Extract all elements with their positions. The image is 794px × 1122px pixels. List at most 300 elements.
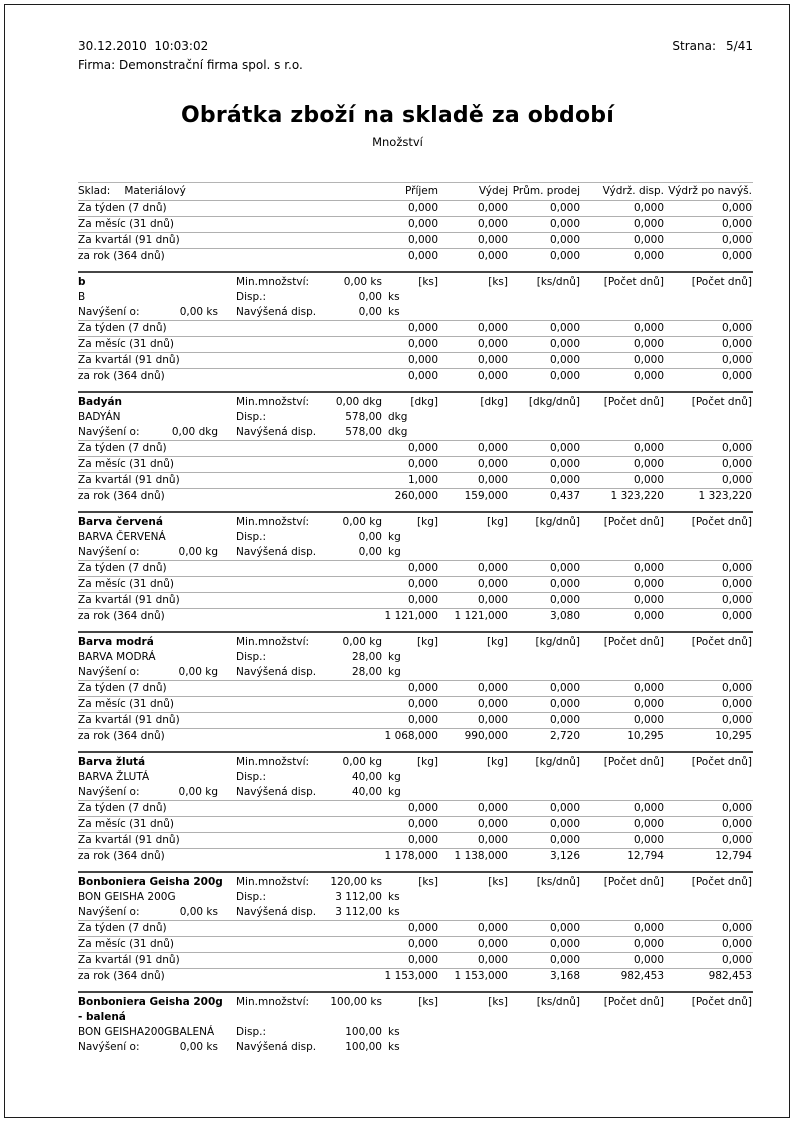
cell-prum-prodej: 0,437 — [549, 490, 580, 502]
product-header-row-1 — [78, 755, 753, 770]
table-row — [78, 832, 753, 848]
cell-vydrz-disp: 0,000 — [633, 682, 664, 694]
table-row — [78, 248, 753, 264]
product-code: BON GEISHA 200G — [78, 891, 176, 903]
row-period-label: Za měsíc (31 dnů) — [78, 938, 175, 950]
cell-vydej: 0,000 — [477, 698, 508, 710]
table-row — [78, 608, 753, 624]
cell-vydrz-po-navys: 0,000 — [721, 698, 752, 710]
row-period-label: za rok (364 dnů) — [78, 610, 165, 622]
navyseni-cell — [78, 1040, 236, 1055]
product-code: B — [78, 291, 86, 303]
report-content — [5, 5, 789, 1055]
row-period-label: Za měsíc (31 dnů) — [78, 218, 175, 230]
row-period-label: za rok (364 dnů) — [78, 490, 165, 502]
navysena-disp-value: 578,00 — [345, 426, 382, 438]
disp-label: Disp.: — [236, 891, 267, 903]
navysena-disp-label: Navýšená disp. — [236, 546, 317, 558]
row-period-label: Za kvartál (91 dnů) — [78, 474, 180, 486]
cell-prijem: 1 121,000 — [384, 610, 438, 622]
cell-vydrz-po-navys: 0,000 — [721, 610, 752, 622]
warehouse-name: Materiálový — [124, 185, 186, 197]
cell-vydrz-disp: 0,000 — [633, 594, 664, 606]
min-qty-value: 0,00 dkg — [335, 396, 382, 408]
unit-header-prijem: [ks] — [418, 876, 438, 888]
min-qty-label: Min.množství: — [236, 876, 310, 888]
unit-header-vydej: [ks] — [488, 996, 508, 1008]
unit-header-vydej: [kg] — [487, 516, 508, 528]
product-header-row-2 — [78, 410, 753, 425]
product-header-row-3 — [78, 665, 753, 680]
unit-header-vydrz-po-navys: [Počet dnů] — [691, 516, 752, 528]
table-row — [78, 336, 753, 352]
disp-value: 3 112,00 — [335, 891, 382, 903]
disp-value: 40,00 — [351, 771, 382, 783]
product-header-row-2 — [78, 770, 753, 785]
cell-prijem: 0,000 — [407, 322, 438, 334]
table-row — [78, 936, 753, 952]
cell-prijem: 0,000 — [407, 442, 438, 454]
unit-header-vydrz-po-navys: [Počet dnů] — [691, 396, 752, 408]
row-period-label: Za kvartál (91 dnů) — [78, 714, 180, 726]
cell-vydrz-po-navys: 0,000 — [721, 818, 752, 830]
product-header-row-2 — [78, 890, 753, 905]
row-period-label: Za týden (7 dnů) — [78, 442, 167, 454]
table-row — [78, 368, 753, 384]
unit-header-prum-prodej: [kg/dnů] — [535, 756, 580, 768]
product-header-row-1 — [78, 275, 753, 290]
cell-vydrz-disp: 0,000 — [633, 322, 664, 334]
table-row — [78, 592, 753, 608]
cell-vydrz-po-navys: 1 323,220 — [698, 490, 752, 502]
unit-header-vydej: [kg] — [487, 756, 508, 768]
unit-header-vydej: [kg] — [487, 636, 508, 648]
table-row — [78, 968, 753, 984]
cell-prum-prodej: 0,000 — [549, 562, 580, 574]
product-header-row-3 — [78, 1040, 753, 1055]
navyseni-cell — [78, 545, 236, 560]
report-page — [4, 4, 790, 1118]
unit-header-vydrz-po-navys: [Počet dnů] — [691, 276, 752, 288]
navysena-disp-label: Navýšená disp. — [236, 306, 317, 318]
product-header-row-2 — [78, 1025, 753, 1040]
cell-vydrz-disp: 0,000 — [633, 474, 664, 486]
cell-vydrz-po-navys: 0,000 — [721, 714, 752, 726]
cell-prum-prodej: 0,000 — [549, 922, 580, 934]
cell-prum-prodej: 0,000 — [549, 954, 580, 966]
cell-vydrz-disp: 0,000 — [633, 234, 664, 246]
report-meta — [78, 37, 753, 75]
cell-prum-prodej: 3,080 — [549, 610, 580, 622]
disp-label: Disp.: — [236, 651, 267, 663]
cell-vydej: 990,000 — [464, 730, 508, 742]
table-header-row — [78, 183, 753, 200]
unit-header-vydej: [ks] — [488, 876, 508, 888]
cell-vydrz-disp: 982,453 — [620, 970, 664, 982]
unit-header-vydrz-disp: [Počet dnů] — [603, 996, 664, 1008]
cell-vydrz-disp: 0,000 — [633, 714, 664, 726]
row-period-label: Za měsíc (31 dnů) — [78, 698, 175, 710]
table-row — [78, 712, 753, 728]
cell-prum-prodej: 0,000 — [549, 834, 580, 846]
cell-prijem: 0,000 — [407, 250, 438, 262]
navyseni-label: Navýšení o: — [78, 906, 140, 918]
cell-prijem: 0,000 — [407, 834, 438, 846]
row-period-label: za rok (364 dnů) — [78, 370, 165, 382]
product-rows — [78, 440, 753, 504]
cell-prijem: 0,000 — [407, 954, 438, 966]
navyseni-value: 0,00 ks — [179, 906, 218, 918]
unit-header-vydrz-disp: [Počet dnů] — [603, 396, 664, 408]
product-name: b — [78, 276, 86, 288]
row-period-label: za rok (364 dnů) — [78, 970, 165, 982]
navysena-disp-unit: dkg — [388, 426, 408, 438]
cell-vydrz-po-navys: 0,000 — [721, 354, 752, 366]
cell-vydrz-disp: 0,000 — [633, 818, 664, 830]
table-row — [78, 920, 753, 936]
cell-prijem: 0,000 — [407, 922, 438, 934]
cell-prum-prodej: 0,000 — [549, 338, 580, 350]
cell-prijem: 0,000 — [407, 338, 438, 350]
cell-prum-prodej: 0,000 — [549, 218, 580, 230]
row-period-label: Za týden (7 dnů) — [78, 202, 167, 214]
row-period-label: Za týden (7 dnů) — [78, 922, 167, 934]
cell-vydrz-po-navys: 0,000 — [721, 938, 752, 950]
disp-unit: ks — [388, 1026, 400, 1038]
unit-header-vydrz-disp: [Počet dnů] — [603, 516, 664, 528]
navyseni-cell — [78, 425, 236, 440]
disp-label: Disp.: — [236, 291, 267, 303]
product-block — [78, 391, 753, 504]
cell-prijem: 0,000 — [407, 370, 438, 382]
navyseni-value: 0,00 kg — [178, 786, 218, 798]
disp-unit: kg — [388, 531, 401, 543]
product-header-row-2 — [78, 290, 753, 305]
product-block — [78, 751, 753, 864]
min-qty-label: Min.množství: — [236, 996, 310, 1008]
cell-vydej: 1 153,000 — [454, 970, 508, 982]
cell-vydrz-po-navys: 0,000 — [721, 458, 752, 470]
unit-header-prijem: [kg] — [417, 516, 438, 528]
cell-vydej: 0,000 — [477, 354, 508, 366]
cell-vydrz-po-navys: 0,000 — [721, 474, 752, 486]
report-meta-left — [78, 37, 303, 75]
table-row — [78, 232, 753, 248]
disp-value: 100,00 — [345, 1026, 382, 1038]
product-rows — [78, 560, 753, 624]
min-qty-label: Min.množství: — [236, 276, 310, 288]
cell-vydej: 0,000 — [477, 202, 508, 214]
cell-vydrz-po-navys: 12,794 — [715, 850, 752, 862]
product-rows — [78, 920, 753, 984]
navyseni-label: Navýšení o: — [78, 666, 140, 678]
cell-vydej: 0,000 — [477, 562, 508, 574]
cell-prum-prodej: 0,000 — [549, 250, 580, 262]
cell-vydrz-disp: 0,000 — [633, 610, 664, 622]
cell-prum-prodej: 0,000 — [549, 802, 580, 814]
cell-prijem: 0,000 — [407, 354, 438, 366]
product-header-row-3 — [78, 905, 753, 920]
cell-vydrz-disp: 0,000 — [633, 562, 664, 574]
product-code: BADYÁN — [78, 411, 121, 423]
cell-prijem: 0,000 — [407, 682, 438, 694]
cell-prum-prodej: 0,000 — [549, 234, 580, 246]
product-rows — [78, 800, 753, 864]
product-block — [78, 991, 753, 1055]
cell-prum-prodej: 0,000 — [549, 594, 580, 606]
cell-vydej: 0,000 — [477, 938, 508, 950]
cell-vydrz-po-navys: 0,000 — [721, 218, 752, 230]
navysena-disp-unit: ks — [388, 306, 400, 318]
table-row — [78, 816, 753, 832]
navysena-disp-unit: kg — [388, 666, 401, 678]
navysena-disp-value: 0,00 — [358, 546, 382, 558]
cell-vydej: 0,000 — [477, 922, 508, 934]
cell-vydej: 0,000 — [477, 578, 508, 590]
cell-vydrz-disp: 0,000 — [633, 370, 664, 382]
product-header-row-1 — [78, 515, 753, 530]
cell-prijem: 0,000 — [407, 802, 438, 814]
row-period-label: Za týden (7 dnů) — [78, 802, 167, 814]
cell-prum-prodej: 0,000 — [549, 474, 580, 486]
table-row — [78, 576, 753, 592]
product-name: Barva modrá — [78, 636, 154, 648]
cell-prijem: 0,000 — [407, 234, 438, 246]
cell-prum-prodej: 0,000 — [549, 714, 580, 726]
product-name: Bonboniera Geisha 200g - balená — [78, 996, 223, 1023]
cell-prum-prodej: 0,000 — [549, 354, 580, 366]
product-block — [78, 271, 753, 384]
unit-header-prijem: [ks] — [418, 996, 438, 1008]
row-period-label: za rok (364 dnů) — [78, 250, 165, 262]
cell-vydrz-disp: 0,000 — [633, 698, 664, 710]
navyseni-cell — [78, 905, 236, 920]
column-header-vydrz-disp: Výdrž. disp. — [602, 185, 664, 197]
unit-header-prijem: [kg] — [417, 636, 438, 648]
cell-vydej: 0,000 — [477, 714, 508, 726]
navyseni-value: 0,00 ks — [179, 1041, 218, 1053]
unit-header-prijem: [kg] — [417, 756, 438, 768]
unit-header-vydrz-po-navys: [Počet dnů] — [691, 876, 752, 888]
cell-vydej: 0,000 — [477, 218, 508, 230]
cell-vydrz-po-navys: 0,000 — [721, 578, 752, 590]
row-period-label: Za měsíc (31 dnů) — [78, 818, 175, 830]
cell-prum-prodej: 0,000 — [549, 818, 580, 830]
cell-prijem: 1 178,000 — [384, 850, 438, 862]
unit-header-prijem: [dkg] — [410, 396, 438, 408]
row-period-label: Za týden (7 dnů) — [78, 682, 167, 694]
unit-header-prijem: [ks] — [418, 276, 438, 288]
min-qty-value: 0,00 kg — [342, 756, 382, 768]
table-row — [78, 728, 753, 744]
cell-prijem: 0,000 — [407, 562, 438, 574]
product-code: BARVA MODRÁ — [78, 651, 156, 663]
min-qty-label: Min.množství: — [236, 756, 310, 768]
min-qty-label: Min.množství: — [236, 396, 310, 408]
page-number — [672, 37, 753, 56]
product-name: Barva žlutá — [78, 756, 146, 768]
cell-prijem: 0,000 — [407, 458, 438, 470]
cell-prijem: 0,000 — [407, 818, 438, 830]
cell-vydej: 0,000 — [477, 474, 508, 486]
page-number-label: Strana: — [672, 39, 717, 53]
min-qty-value: 100,00 ks — [330, 996, 382, 1008]
disp-label: Disp.: — [236, 411, 267, 423]
cell-vydrz-po-navys: 10,295 — [715, 730, 752, 742]
navysena-disp-value: 100,00 — [345, 1041, 382, 1053]
unit-header-prum-prodej: [dkg/dnů] — [528, 396, 580, 408]
table-row — [78, 200, 753, 216]
cell-prum-prodej: 0,000 — [549, 578, 580, 590]
product-code: BARVA ČERVENÁ — [78, 531, 166, 543]
min-qty-label: Min.množství: — [236, 516, 310, 528]
cell-vydrz-disp: 0,000 — [633, 458, 664, 470]
product-block — [78, 511, 753, 624]
cell-prijem: 0,000 — [407, 218, 438, 230]
report-title: Obrátka zboží na skladě za období — [180, 103, 614, 128]
table-row — [78, 696, 753, 712]
unit-header-vydrz-disp: [Počet dnů] — [603, 636, 664, 648]
disp-label: Disp.: — [236, 531, 267, 543]
cell-vydej: 1 121,000 — [454, 610, 508, 622]
cell-vydrz-disp: 0,000 — [633, 250, 664, 262]
cell-prijem: 1 153,000 — [384, 970, 438, 982]
warehouse-summary-table — [78, 182, 753, 264]
cell-prum-prodej: 3,168 — [549, 970, 580, 982]
cell-vydrz-po-navys: 0,000 — [721, 562, 752, 574]
table-row — [78, 488, 753, 504]
unit-header-prum-prodej: [kg/dnů] — [535, 636, 580, 648]
table-row — [78, 352, 753, 368]
cell-prum-prodej: 0,000 — [549, 370, 580, 382]
navyseni-label: Navýšení o: — [78, 306, 140, 318]
navysena-disp-value: 28,00 — [351, 666, 382, 678]
table-row — [78, 848, 753, 864]
cell-vydej: 0,000 — [477, 338, 508, 350]
cell-vydrz-disp: 0,000 — [633, 954, 664, 966]
product-header-row-3 — [78, 305, 753, 320]
cell-vydrz-po-navys: 0,000 — [721, 442, 752, 454]
unit-header-prum-prodej: [ks/dnů] — [536, 876, 580, 888]
cell-vydej: 0,000 — [477, 594, 508, 606]
row-period-label: Za týden (7 dnů) — [78, 322, 167, 334]
product-code: BARVA ŽLUTÁ — [78, 771, 150, 783]
cell-vydrz-po-navys: 0,000 — [721, 834, 752, 846]
navyseni-value: 0,00 dkg — [171, 426, 218, 438]
row-period-label: Za měsíc (31 dnů) — [78, 338, 175, 350]
cell-prijem: 0,000 — [407, 578, 438, 590]
navyseni-label: Navýšení o: — [78, 786, 140, 798]
row-period-label: Za kvartál (91 dnů) — [78, 834, 180, 846]
product-code: BON GEISHA200GBALENÁ — [78, 1026, 215, 1038]
cell-prijem: 0,000 — [407, 714, 438, 726]
unit-header-vydrz-po-navys: [Počet dnů] — [691, 756, 752, 768]
navyseni-value: 0,00 kg — [178, 546, 218, 558]
table-row — [78, 440, 753, 456]
cell-vydrz-po-navys: 982,453 — [708, 970, 752, 982]
product-header-row-2 — [78, 650, 753, 665]
product-name: Barva červená — [78, 516, 163, 528]
disp-value: 0,00 — [358, 291, 382, 303]
cell-vydej: 0,000 — [477, 834, 508, 846]
navysena-disp-unit: kg — [388, 786, 401, 798]
navyseni-value: 0,00 ks — [179, 306, 218, 318]
cell-prum-prodej: 0,000 — [549, 698, 580, 710]
cell-vydrz-disp: 0,000 — [633, 338, 664, 350]
cell-vydej: 0,000 — [477, 682, 508, 694]
cell-prijem: 0,000 — [407, 698, 438, 710]
navyseni-label: Navýšení o: — [78, 546, 140, 558]
navyseni-cell — [78, 305, 236, 320]
cell-prum-prodej: 0,000 — [549, 202, 580, 214]
row-period-label: Za kvartál (91 dnů) — [78, 954, 180, 966]
row-period-label: Za měsíc (31 dnů) — [78, 578, 175, 590]
cell-vydrz-disp: 0,000 — [633, 442, 664, 454]
cell-prum-prodej: 0,000 — [549, 938, 580, 950]
cell-prum-prodej: 2,720 — [549, 730, 580, 742]
warehouse-cell — [78, 183, 236, 200]
report-subtitle: Množství — [372, 135, 423, 149]
cell-prum-prodej: 0,000 — [549, 458, 580, 470]
unit-header-vydrz-disp: [Počet dnů] — [603, 756, 664, 768]
table-row — [78, 800, 753, 816]
navysena-disp-label: Navýšená disp. — [236, 1041, 317, 1053]
navysena-disp-label: Navýšená disp. — [236, 426, 317, 438]
min-qty-value: 0,00 kg — [342, 636, 382, 648]
disp-unit: ks — [388, 891, 400, 903]
column-header-vydej: Výdej — [478, 185, 508, 197]
cell-vydrz-disp: 12,794 — [627, 850, 664, 862]
row-period-label: za rok (364 dnů) — [78, 850, 165, 862]
navyseni-cell — [78, 665, 236, 680]
disp-unit: kg — [388, 651, 401, 663]
table-row — [78, 456, 753, 472]
row-period-label: za rok (364 dnů) — [78, 730, 165, 742]
cell-vydrz-po-navys: 0,000 — [721, 234, 752, 246]
table-row — [78, 680, 753, 696]
cell-prum-prodej: 0,000 — [549, 322, 580, 334]
cell-prijem: 1 068,000 — [384, 730, 438, 742]
cell-vydrz-disp: 0,000 — [633, 938, 664, 950]
cell-vydrz-po-navys: 0,000 — [721, 594, 752, 606]
unit-header-vydej: [ks] — [488, 276, 508, 288]
column-header-prum-prodej: Prům. prodej — [512, 185, 580, 197]
min-qty-value: 0,00 ks — [343, 276, 382, 288]
disp-value: 28,00 — [351, 651, 382, 663]
cell-vydrz-po-navys: 0,000 — [721, 922, 752, 934]
unit-header-vydej: [dkg] — [480, 396, 508, 408]
cell-prijem: 0,000 — [407, 202, 438, 214]
product-block — [78, 631, 753, 744]
product-header-row-3 — [78, 545, 753, 560]
product-name: Badyán — [78, 396, 123, 408]
cell-prijem: 260,000 — [394, 490, 438, 502]
navysena-disp-value: 0,00 — [358, 306, 382, 318]
unit-header-prum-prodej: [kg/dnů] — [535, 516, 580, 528]
unit-header-vydrz-disp: [Počet dnů] — [603, 876, 664, 888]
cell-vydrz-po-navys: 0,000 — [721, 954, 752, 966]
table-row — [78, 320, 753, 336]
cell-vydrz-po-navys: 0,000 — [721, 370, 752, 382]
column-header-prijem: Příjem — [405, 185, 438, 197]
min-qty-value: 0,00 kg — [342, 516, 382, 528]
product-blocks — [78, 271, 753, 1055]
cell-vydrz-po-navys: 0,000 — [721, 250, 752, 262]
cell-vydrz-disp: 0,000 — [633, 218, 664, 230]
navysena-disp-label: Navýšená disp. — [236, 906, 317, 918]
cell-vydrz-po-navys: 0,000 — [721, 802, 752, 814]
cell-vydrz-disp: 0,000 — [633, 354, 664, 366]
